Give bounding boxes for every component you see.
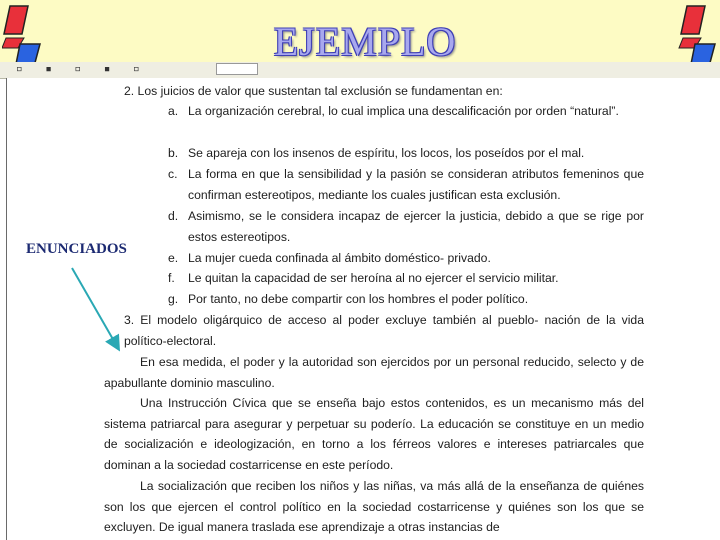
toolbar-icon[interactable]: ▪ [103, 62, 111, 75]
toolbar-icon[interactable]: ▫ [16, 62, 23, 75]
list-item-label: e. [168, 251, 179, 265]
list-item-label: a. [168, 104, 179, 118]
paragraph: Una Instrucción Cívica que se enseña bajo estos contenidos, es un mecanismo más del sistema patriarcal para asegurar y perpetuar su poderío. La educación se constituye en un medio de socialización e ideologización, en torno a los férreos valores e intereses patriarcales que dominan a la sociedad costarricense en este período. [104, 396, 644, 472]
toolbar-icon[interactable]: ▫ [133, 62, 140, 75]
list-item-text: Por tanto, no debe compartir con los hombres el poder político. [188, 292, 529, 306]
list-item-text: Se apareja con los insenos de espíritu, los locos, los poseídos por el mal. [188, 146, 585, 160]
list-item-label: c. [168, 167, 178, 181]
section-2: 2. Los juicios de valor que sustentan tal exclusión se fundamentan en: [124, 84, 503, 98]
list-item-text: Asimismo, se le considera incapaz de ejercer la justicia, debido a que se rige por estos estereotipos. [188, 209, 644, 244]
list-item-text: Le quitan la capacidad de ser heroína al no ejercer el servicio militar. [188, 271, 559, 285]
section-3: 3. El modelo oligárquico de acceso al poder excluye también al pueblo- nación de la vida político-electoral. [124, 313, 644, 348]
paragraph: En esa medida, el poder y la autoridad son ejercidos por un personal reducido, selecto y de apabullante dominio masculino. [104, 355, 644, 390]
list-item-label: g. [168, 292, 179, 306]
slide-title: EJEMPLO [273, 19, 457, 64]
toolbar-icon[interactable]: ▪ [45, 62, 52, 75]
list-item-text: La forma en que la sensibilidad y la pasión se consideran atributos femeninos que confirman estereotipos, mediante los cuales justifican esta exclusión. [188, 167, 644, 202]
list-item-label: b. [168, 146, 179, 160]
list-item-text: La organización cerebral, lo cual implica una descalificación por orden “natural”. [188, 104, 619, 118]
list-item-label: d. [168, 209, 179, 223]
toolbar-icon[interactable]: ▫ [74, 62, 82, 75]
list-item-label: f. [168, 271, 175, 285]
side-label: ENUNCIADOS [26, 241, 127, 257]
paragraph: La socialización que reciben los niños y las niñas, va más allá de la enseñanza de quiénes son los que ejercen el control político en la sociedad costarricense y quiénes son los que se excluyen. De igual manera traslada ese aprendizaje a otras instancias de [104, 479, 644, 535]
list-item-text: La mujer cueda confinada al ámbito doméstico- privado. [188, 251, 491, 265]
